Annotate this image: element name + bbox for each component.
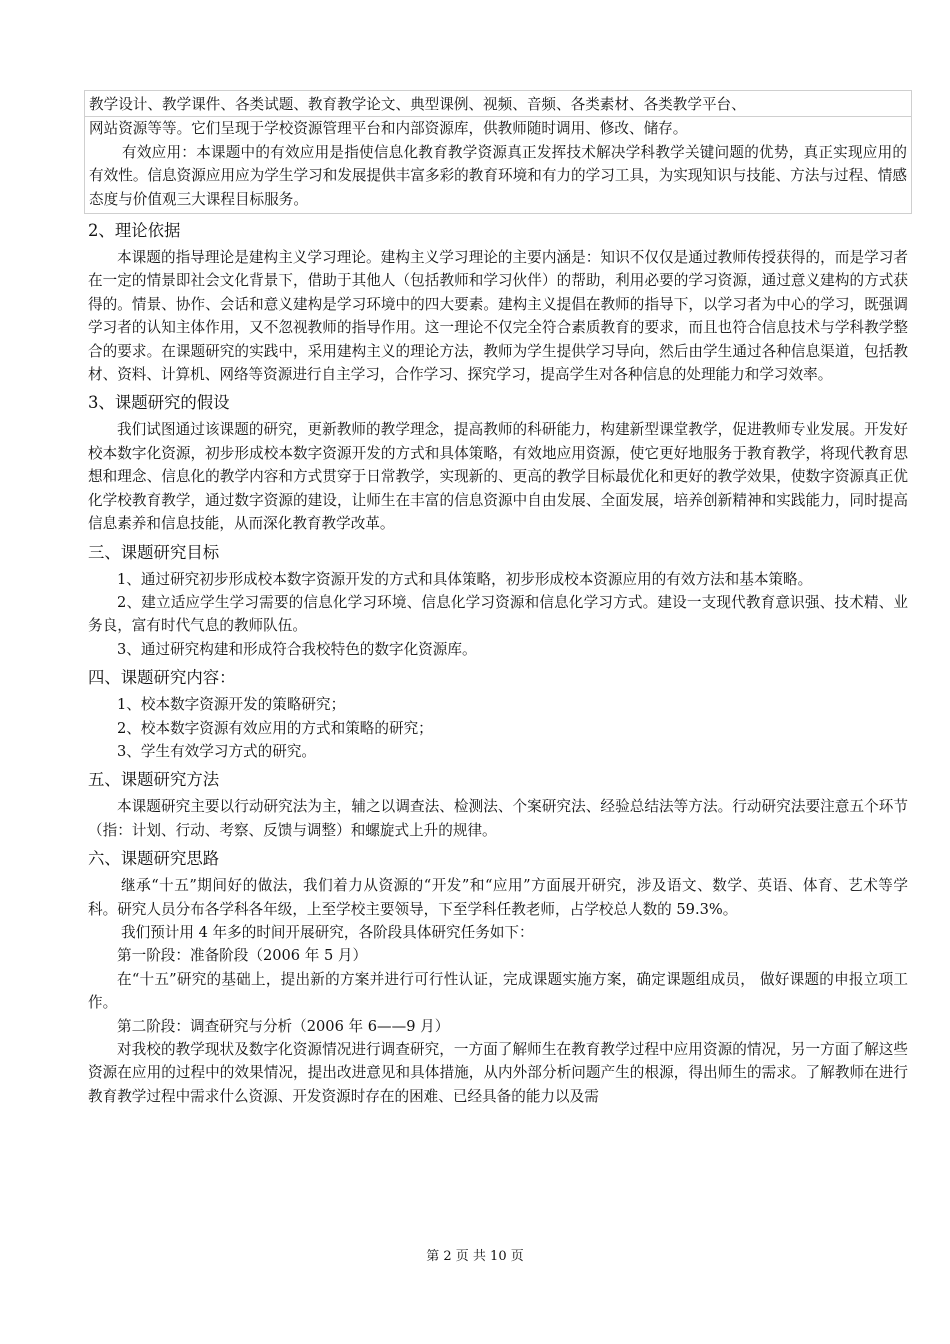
theory-paragraph: 本课题的指导理论是建构主义学习理论。建构主义学习理论的主要内涵是：知识不仅仅是通过教师传授获得的，而是学习者在一定的情景即社会文化背景下，借助于其他人（包括教师和学习伙伴）的帮助，利用必要的学习资源，通过意义建构的方式获得的。情景、协作、会话和意义建构是学习环境中的四大要素。建构主义提倡在教师的指导下，以学习者为中心的学习，既强调学习者的认知主体作用，又不忽视教师的指导作用。这一理论不仅完全符合素质教育的要求，而且也符合信息技术与学科教学整合的要求。在课题研究的实践中，采用建构主义的理论方法，教师为学生提供学习导向，然后由学生通过各种信息渠道，包括教材、资料、计算机、网络等资源进行自主学习，合作学习、探究学习，提高学生对各种信息的处理能力和学习效率。 bbox=[88, 249, 908, 384]
goal-item-1: 1、通过研究初步形成校本数字资源开发的方式和具体策略，初步形成校本资源应用的有效方法和基本策略。 bbox=[117, 570, 813, 588]
section-heading-goals: 三、课题研究目标 bbox=[88, 542, 220, 562]
section-heading-content: 四、课题研究内容： bbox=[88, 668, 236, 688]
content-item-1: 1、校本数字资源开发的策略研究； bbox=[117, 696, 346, 714]
box-paragraph: 有效应用：本课题中的有效应用是指使信息化教育教学资源真正发挥技术解决学科教学关键问题的优势，真正实现应用的有效性。信息资源应用应为学生学习和发展提供丰富多彩的教育环境和有力的学习工具，为实现知识与技能、方法与过程、情感态度与价值观三大课程目标服务。 bbox=[89, 143, 907, 208]
content-item-2: 2、校本数字资源有效应用的方式和策略的研究； bbox=[117, 719, 433, 737]
hypothesis-paragraph: 我们试图通过该课题的研究，更新教师的教学理念，提高教师的科研能力，构建新型课堂教学，促进教师专业发展。开发好校本数字化资源，初步形成校本数字资源开发的方式和具体策略，有效地应用资源，使它更好地服务于教育教学，将现代教育思想和理念、信息化的教学内容和方式贯穿于日常教学，实现新的、更高的教学目标最优化和更好的教学效果，使数字资源真正优化学校教育教学，通过数字资源的建设，让师生在丰富的信息资源中自由发展、全面发展，培养创新精神和实践能力，同时提高信息素养和信息技能，从而深化教育教学改革。 bbox=[88, 421, 908, 533]
section-heading-methods: 五、课题研究方法 bbox=[88, 770, 220, 790]
stage-2-text: 对我校的教学现状及数字化资源情况进行调查研究，一方面了解师生在教育教学过程中应用资源的情况，另一方面了解这些资源在应用的过程中的效果情况，提出改进意见和具体措施，从内外部分析问题产生的根源，得出师生的需求。了解教师在进行教育教学过程中需求什么资源、开发资源时存在的困难、已经具备的能力以及需 bbox=[88, 1041, 908, 1105]
stage-2-title: 第二阶段：调查研究与分析（2006 年 6——9 月） bbox=[117, 1017, 450, 1035]
stage-1-title: 第一阶段：准备阶段（2006 年 5 月） bbox=[117, 947, 368, 965]
box-line-2: 网站资源等等。它们呈现于学校资源管理平台和内部资源库，供教师随时调用、修改、储存。 bbox=[89, 120, 688, 138]
goal-item-3: 3、通过研究构建和形成符合我校特色的数字化资源库。 bbox=[117, 640, 477, 658]
stage-1-text: 在“十五”研究的基础上，提出新的方案并进行可行性认证，完成课题实施方案，确定课题组成员， 做好课题的申报立项工作。 bbox=[88, 970, 908, 1012]
page-footer: 第 2 页 共 10 页 bbox=[426, 1249, 524, 1264]
section-heading-hypothesis: 3、课题研究的假设 bbox=[88, 393, 230, 413]
document-page bbox=[88, 90, 908, 1108]
goal-item-2: 2、建立适应学生学习需要的信息化学习环境、信息化学习资源和信息化学习方式。建设一支现代教育意识强、技术精、业务良，富有时代气息的教师队伍。 bbox=[88, 593, 908, 635]
approach-paragraph-1: 继承“十五”期间好的做法，我们着力从资源的“开发”和“应用”方面展开研究，涉及语文、数学、英语、体育、艺术等学科。研究人员分布各学科各年级，上至学校主要领导，下至学科任教老师，占学校总人数的 59.3%。 bbox=[88, 877, 908, 918]
approach-paragraph-2: 我们预计用 4 年多的时间开展研究，各阶段具体研究任务如下： bbox=[121, 923, 534, 941]
content-item-3: 3、学生有效学习方式的研究。 bbox=[117, 742, 317, 760]
section-heading-approach: 六、课题研究思路 bbox=[88, 849, 220, 869]
definition-box bbox=[84, 90, 912, 214]
section-heading-theory: 2、理论依据 bbox=[88, 221, 181, 241]
methods-paragraph: 本课题研究主要以行动研究法为主，辅之以调查法、检测法、个案研究法、经验总结法等方法。行动研究法要注意五个环节（指：计划、行动、考察、反馈与调整）和螺旋式上升的规律。 bbox=[88, 798, 908, 839]
box-line-1: 教学设计、教学课件、各类试题、教育教学论文、典型课例、视频、音频、各类素材、各类教学平台、 bbox=[89, 96, 746, 113]
